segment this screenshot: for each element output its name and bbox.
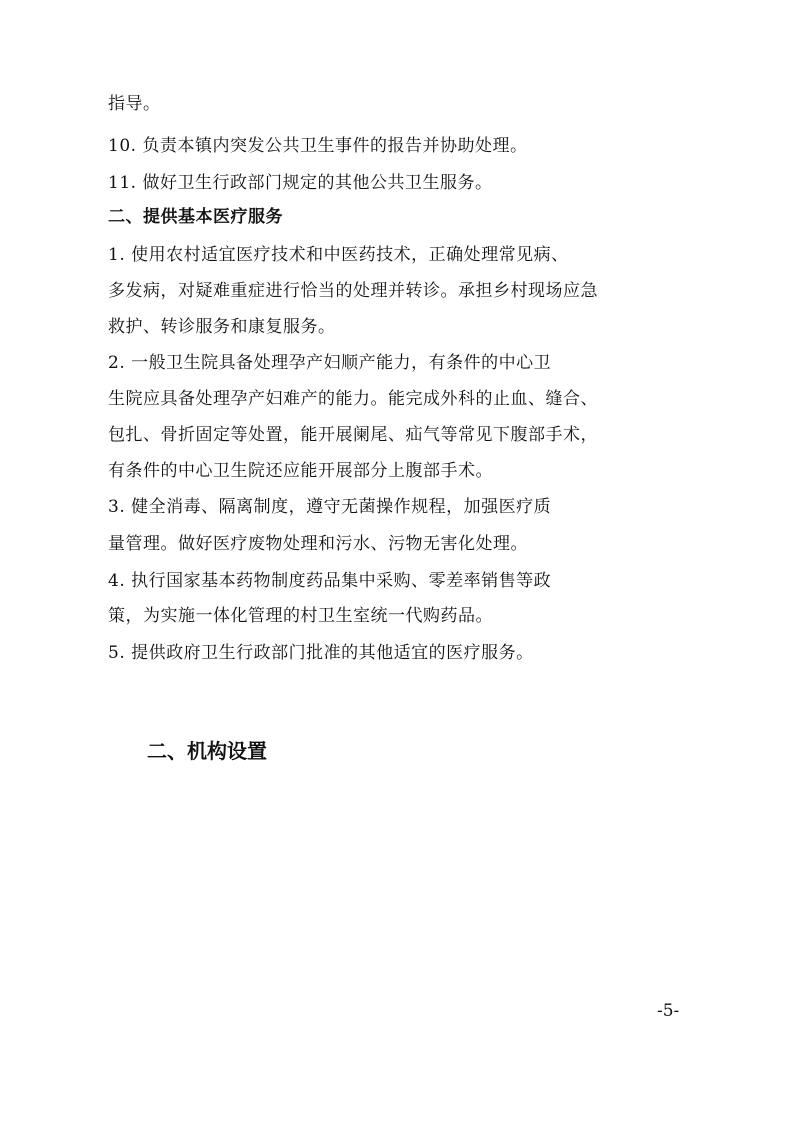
text-line: 量管理。做好医疗废物处理和污水、污物无害化处理。 [108, 534, 528, 554]
text-line-item-5: 5. 提供政府卫生行政部门批准的其他适宜的医疗服务。 [108, 643, 534, 663]
text-line: 包扎、骨折固定等处置，能开展阑尾、疝气等常见下腹部手术， [108, 425, 598, 445]
page-number: -5- [657, 1001, 680, 1021]
text-line-item-10: 10. 负责本镇内突发公共卫生事件的报告并协助处理。 [108, 136, 528, 156]
text-line-item-1: 1. 使用农村适宜医疗技术和中医药技术，正确处理常见病、 [108, 245, 569, 265]
text-line-item-11: 11. 做好卫生行政部门规定的其他公共卫生服务。 [108, 173, 493, 193]
text-line: 多发病，对疑难重症进行恰当的处理并转诊。承担乡村现场应急 [108, 281, 598, 301]
text-line: 救护、转诊服务和康复服务。 [108, 317, 336, 337]
text-line-item-3: 3. 健全消毒、隔离制度，遵守无菌操作规程，加强医疗质 [108, 497, 552, 517]
subsection-heading: 二、提供基本医疗服务 [108, 207, 283, 227]
text-line: 生院应具备处理孕产妇难产的能力。能完成外科的止血、缝合、 [108, 389, 598, 409]
section-heading: 二、机构设置 [147, 739, 267, 763]
text-line-continuation: 指导。 [108, 94, 161, 114]
text-line: 有条件的中心卫生院还应能开展部分上腹部手术。 [108, 461, 493, 481]
text-line: 策，为实施一体化管理的村卫生室统一代购药品。 [108, 606, 493, 626]
text-line-item-4: 4. 执行国家基本药物制度药品集中采购、零差率销售等政 [108, 571, 552, 591]
text-line-item-2: 2. 一般卫生院具备处理孕产妇顺产能力，有条件的中心卫 [108, 353, 552, 373]
